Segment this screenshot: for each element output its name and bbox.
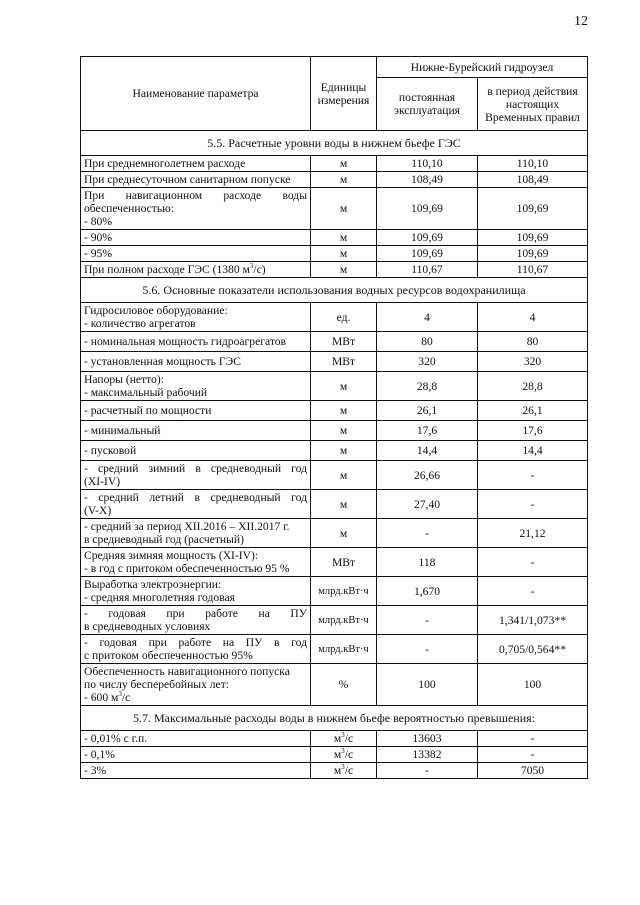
value-temporary: - <box>478 731 588 747</box>
value-temporary: 109,69 <box>478 188 588 230</box>
param-name-text: /с) <box>253 263 266 276</box>
unit-text: /с <box>344 748 354 761</box>
value-permanent: 13382 <box>377 747 478 763</box>
param-name: - 3% <box>81 763 311 779</box>
param-name-line: Средняя зимняя мощность (XI-IV): <box>84 549 259 562</box>
page-number: 12 <box>574 14 588 29</box>
param-name <box>81 188 311 230</box>
param-unit: МВт <box>311 352 377 372</box>
value-temporary: 4 <box>478 303 588 332</box>
value-temporary: 28,8 <box>478 372 588 401</box>
header-group: Нижне-Бурейский гидроузел <box>377 57 588 78</box>
param-unit: млрд.кВт·ч <box>311 577 377 606</box>
value-permanent: 118 <box>377 548 478 577</box>
group-title: Гидросиловое оборудование: <box>84 304 228 317</box>
value-permanent: 17,6 <box>377 421 478 441</box>
param-name-line: При навигационном расходе воды <box>84 189 307 202</box>
section-row <box>81 706 588 731</box>
param-name: - 95% <box>81 246 311 262</box>
table-row <box>81 172 588 188</box>
param-name: - пусковой <box>81 441 311 461</box>
param-name: - установленная мощность ГЭС <box>81 352 311 372</box>
value-temporary: 109,69 <box>478 246 588 262</box>
param-unit: м <box>311 262 377 278</box>
section-row <box>81 278 588 303</box>
unit-text: м <box>333 764 342 777</box>
section-row <box>81 131 588 156</box>
param-unit: м <box>311 490 377 519</box>
value-permanent: 100 <box>377 664 478 706</box>
header-units: Единицы измерения <box>311 57 377 131</box>
value-permanent: 26,1 <box>377 401 478 421</box>
param-name-line: - средний за период XII.2016 – XII.2017 г. <box>84 520 290 533</box>
param-unit: млрд.кВт·ч <box>311 635 377 664</box>
param-unit: м <box>311 372 377 401</box>
value-temporary: - <box>478 461 588 490</box>
param-unit: м <box>311 156 377 172</box>
param-unit: м <box>311 230 377 246</box>
value-permanent: 108,49 <box>377 172 478 188</box>
param-name <box>81 461 311 490</box>
value-temporary: - <box>478 490 588 519</box>
value-permanent: 28,8 <box>377 372 478 401</box>
param-name <box>81 303 311 332</box>
param-unit <box>311 731 377 747</box>
unit-text: м <box>333 748 342 761</box>
param-name-line: (XI-IV) <box>84 475 121 488</box>
table-row <box>81 372 588 401</box>
unit-text: /с <box>344 732 354 745</box>
value-temporary: 21,12 <box>478 519 588 548</box>
table-row <box>81 577 588 606</box>
table-row <box>81 303 588 332</box>
superscript: 3 <box>341 747 345 756</box>
param-name-line: обеспеченностью: <box>84 202 175 215</box>
param-unit: м <box>311 246 377 262</box>
table-row <box>81 664 588 706</box>
value-temporary: 320 <box>478 352 588 372</box>
superscript: 3 <box>249 262 254 271</box>
value-permanent: 320 <box>377 352 478 372</box>
value-permanent: - <box>377 606 478 635</box>
value-permanent: 26,66 <box>377 461 478 490</box>
header-param: Наименование параметра <box>81 57 311 131</box>
param-name-line: в средневодный год (расчетный) <box>84 533 244 546</box>
value-temporary: 26,1 <box>478 401 588 421</box>
value-permanent: 80 <box>377 332 478 352</box>
table-row <box>81 421 588 441</box>
param-name <box>81 606 311 635</box>
value-permanent: 14,4 <box>377 441 478 461</box>
unit-text: м <box>333 732 342 745</box>
value-temporary: - <box>478 577 588 606</box>
value-temporary: 1,341/1,073** <box>478 606 588 635</box>
value-permanent: 109,69 <box>377 246 478 262</box>
param-name: - 0,01% с г.п. <box>81 731 311 747</box>
param-name: - номинальная мощность гидроагрегатов <box>81 332 311 352</box>
table-row <box>81 606 588 635</box>
header-row-1 <box>81 57 588 78</box>
param-name-line: - средний зимний в средневодный год <box>84 462 307 475</box>
param-name <box>81 577 311 606</box>
param-name: - 90% <box>81 230 311 246</box>
table-row <box>81 401 588 421</box>
value-temporary: - <box>478 548 588 577</box>
value-permanent: 1,670 <box>377 577 478 606</box>
value-temporary: 110,67 <box>478 262 588 278</box>
param-name-line: - в год с притоком обеспеченностью 95 % <box>84 562 290 575</box>
param-unit: м <box>311 519 377 548</box>
value-permanent: 27,40 <box>377 490 478 519</box>
table-row <box>81 747 588 763</box>
value-temporary: 109,69 <box>478 230 588 246</box>
table-row <box>81 548 588 577</box>
table-row <box>81 461 588 490</box>
table-row <box>81 731 588 747</box>
table-row <box>81 763 588 779</box>
param-name-line: - максимальный рабочий <box>84 386 208 399</box>
table-row <box>81 352 588 372</box>
param-name-line: - средний летний в средневодный год <box>84 491 307 504</box>
param-name-line <box>84 691 307 704</box>
table-row <box>81 490 588 519</box>
param-name-line: - 80% <box>84 215 113 228</box>
table-row <box>81 246 588 262</box>
table-row <box>81 519 588 548</box>
param-name-line: Обеспеченность навигационного попуска <box>84 665 290 678</box>
param-unit: МВт <box>311 548 377 577</box>
param-name: При среднесуточном санитарном попуске <box>81 172 311 188</box>
unit-text: /с <box>344 764 354 777</box>
value-permanent: 109,69 <box>377 188 478 230</box>
value-permanent: - <box>377 763 478 779</box>
param-unit: м <box>311 461 377 490</box>
group-title: Напоры (нетто): <box>84 373 164 386</box>
value-permanent: - <box>377 519 478 548</box>
param-name-text: /с <box>121 691 131 704</box>
param-unit <box>311 747 377 763</box>
value-temporary: 7050 <box>478 763 588 779</box>
param-name-line: - годовая при работе на ПУ <box>84 607 307 620</box>
value-permanent: - <box>377 635 478 664</box>
param-name-line: - годовая при работе на ПУ в год <box>84 636 307 649</box>
value-temporary: 0,705/0,564** <box>478 635 588 664</box>
param-name <box>81 372 311 401</box>
param-unit <box>311 763 377 779</box>
section-title: 5.6. Основные показатели использования водных ресурсов водохранилища <box>81 278 588 303</box>
table-row <box>81 441 588 461</box>
param-name-line: с притоком обеспеченностью 95% <box>84 649 253 662</box>
param-name-text: - 600 м <box>84 691 119 704</box>
param-name <box>81 519 311 548</box>
param-unit: % <box>311 664 377 706</box>
table-row <box>81 262 588 278</box>
superscript: 3 <box>341 763 345 772</box>
param-name-line: - количество агрегатов <box>84 317 196 330</box>
header-temporary: в период действия настоящих Временных правил <box>478 78 588 131</box>
param-name: - расчетный по мощности <box>81 401 311 421</box>
param-name <box>81 664 311 706</box>
table-row <box>81 635 588 664</box>
value-temporary: 14,4 <box>478 441 588 461</box>
value-temporary: 100 <box>478 664 588 706</box>
param-name <box>81 262 311 278</box>
header-permanent: постоянная эксплуатация <box>377 78 478 131</box>
table-row <box>81 332 588 352</box>
value-permanent: 109,69 <box>377 230 478 246</box>
table-row <box>81 188 588 230</box>
superscript: 3 <box>118 690 122 699</box>
param-name-line: в средневодных условиях <box>84 620 211 633</box>
value-temporary: 108,49 <box>478 172 588 188</box>
section-title: 5.5. Расчетные уровни воды в нижнем бьефе ГЭС <box>81 131 588 156</box>
param-name-text: При полном расходе ГЭС (1380 м <box>84 263 250 276</box>
value-permanent: 13603 <box>377 731 478 747</box>
param-name: - минимальный <box>81 421 311 441</box>
value-temporary: 110,10 <box>478 156 588 172</box>
param-unit: м <box>311 172 377 188</box>
superscript: 3 <box>341 731 345 740</box>
value-permanent: 110,10 <box>377 156 478 172</box>
param-unit: м <box>311 421 377 441</box>
parameters-table <box>80 56 588 779</box>
value-permanent: 4 <box>377 303 478 332</box>
param-name <box>81 635 311 664</box>
value-temporary: 17,6 <box>478 421 588 441</box>
param-name <box>81 490 311 519</box>
param-unit: м <box>311 188 377 230</box>
param-name <box>81 548 311 577</box>
table-row <box>81 230 588 246</box>
param-name: - 0,1% <box>81 747 311 763</box>
param-name-line: - средняя многолетняя годовая <box>84 591 236 604</box>
param-unit: м <box>311 401 377 421</box>
param-unit: МВт <box>311 332 377 352</box>
param-unit: млрд.кВт·ч <box>311 606 377 635</box>
param-name-line: по числу бесперебойных лет: <box>84 678 229 691</box>
section-title: 5.7. Максимальные расходы воды в нижнем бьефе вероятностью превышения: <box>81 706 588 731</box>
param-name: При среднемноголетнем расходе <box>81 156 311 172</box>
value-temporary: 80 <box>478 332 588 352</box>
param-name-line: (V-X) <box>84 504 112 517</box>
value-temporary: - <box>478 747 588 763</box>
value-permanent: 110,67 <box>377 262 478 278</box>
param-unit: м <box>311 441 377 461</box>
param-name-line: Выработка электроэнергии: <box>84 578 222 591</box>
table-row <box>81 156 588 172</box>
param-unit: ед. <box>311 303 377 332</box>
